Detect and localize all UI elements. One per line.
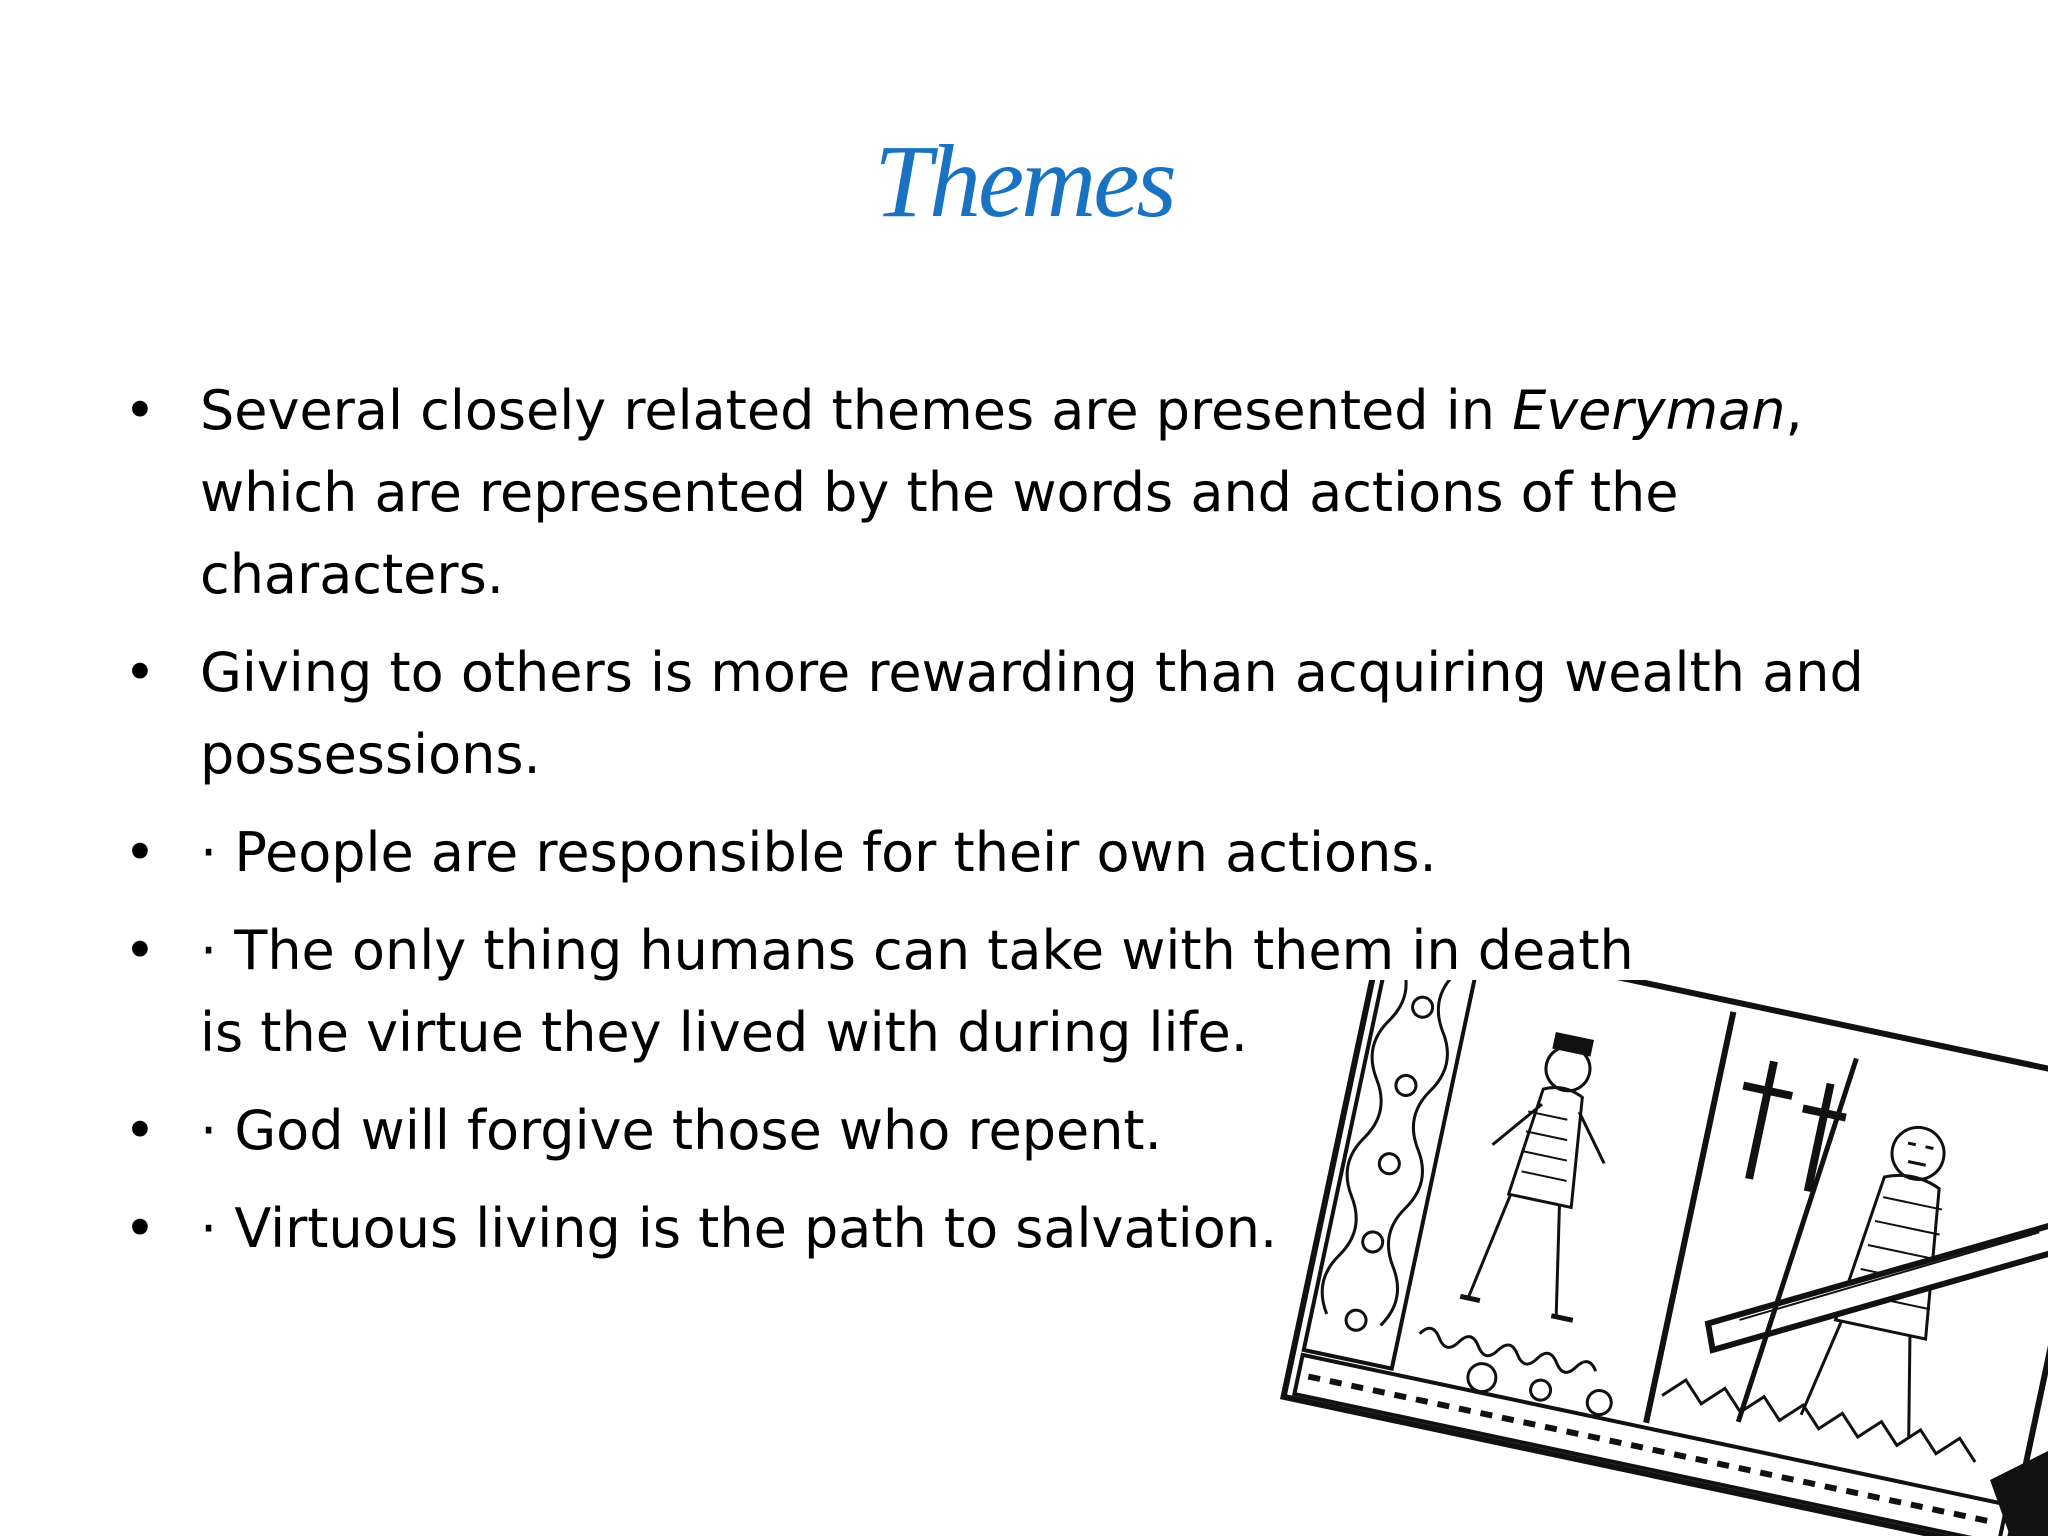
bullet-dot: •: [124, 919, 156, 982]
bullet-text: · The only thing humans can take with them in death is the virtue they lived with during life.: [200, 919, 1634, 1064]
bullet-dot: •: [124, 1197, 156, 1260]
bullet-item: [118, 812, 1948, 894]
bullet-text-part: Several closely related themes are presented in: [200, 379, 1513, 442]
bullet-text-italic: Everyman: [1512, 379, 1786, 442]
bullet-item: [118, 632, 1948, 796]
bullet-dot: •: [124, 641, 156, 704]
bullet-text: · Virtuous living is the path to salvation.: [200, 1197, 1278, 1260]
bullet-dot: •: [124, 379, 156, 442]
bullet-dot: •: [124, 1099, 156, 1162]
bullet-item: [118, 370, 1948, 616]
bullet-text-part: , which are represented by the words and actions of the characters.: [200, 379, 1803, 606]
woodcut-illustration: [1250, 980, 2048, 1536]
bullet-text: Giving to others is more rewarding than acquiring wealth and possessions.: [200, 641, 1864, 786]
bullet-text: · God will forgive those who repent.: [200, 1099, 1162, 1162]
bullet-dot: •: [124, 821, 156, 884]
slide-title: Themes: [874, 124, 1174, 239]
bullet-text: · People are responsible for their own actions.: [200, 821, 1437, 884]
